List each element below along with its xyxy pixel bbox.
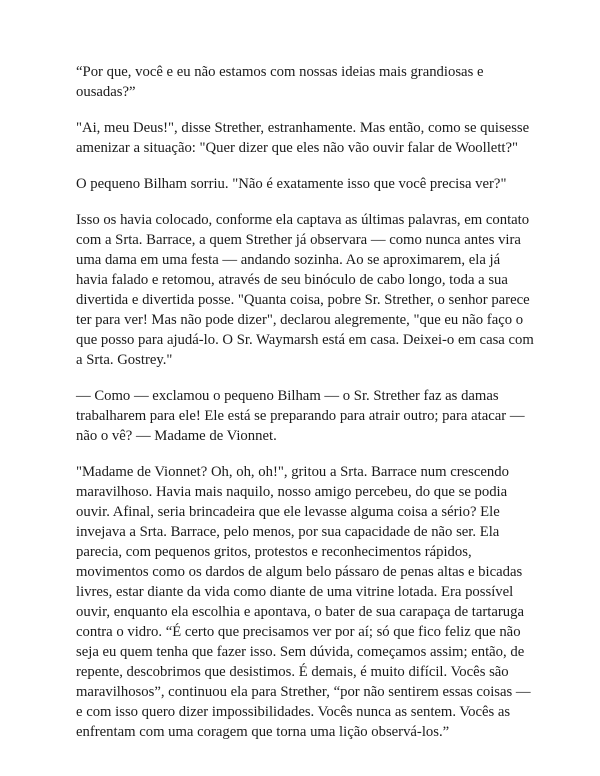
paragraph: Isso os havia colocado, conforme ela captava as últimas palavras, em contato com a Srta. Barrace, a quem Strether já observara — como nunca antes vira uma dama em uma festa — andando sozinha. Ao se aproximarem, ela já havia falado e retomou, através de seu binóculo de cabo longo, toda a sua divertida e divertida posse. "Quanta coisa, pobre Sr. Strether, o senhor parece ter para ver! Mas não pode dizer", declarou alegremente, "que eu não faço o que posso para ajudá-lo. O Sr. Waymarsh está em casa. Deixei-o em casa com a Srta. Gostrey.": [76, 212, 534, 368]
paragraph: — Como — exclamou o pequeno Bilham — o Sr. Strether faz as damas trabalharem para ele! Ele está se preparando para atrair outro; para atacar — não o vê? — Madame de Vionnet.: [76, 388, 525, 444]
paragraph: "Madame de Vionnet? Oh, oh, oh!", gritou a Srta. Barrace num crescendo maravilhoso. Havia mais naquilo, nosso amigo percebeu, do que se podia ouvir. Afinal, seria brincadeira que ele levasse alguma coisa a sério? Ele invejava a Srta. Barrace, pelo menos, por sua capacidade de não ser. Ela parecia, com pequenos gritos, protestos e reconhecimentos rápidos, movimentos como os dardos de algum belo pássaro de penas altas e bicadas livres, estar diante da vida como diante de uma vitrine lotada. Era possível ouvir, enquanto ela escolhia e apontava, o bater de sua carapaça de tartaruga contra o vidro. “É certo que precisamos ver por aí; só que fico feliz que não seja eu quem tenha que fazer isso. Sem dúvida, começamos assim; então, de repente, descobrimos que desistimos. É demais, é muito difícil. Vocês são maravilhosos”, continuou ela para Strether, “por não sentirem essas coisas — e com isso quero dizer impossibilidades. Vocês nunca as sentem. Vocês as enfrentam com uma coragem que torna uma lição observá-los.”: [76, 464, 531, 740]
paragraph: O pequeno Bilham sorriu. "Não é exatamente isso que você precisa ver?": [76, 176, 507, 192]
paragraph: "Ai, meu Deus!", disse Strether, estranhamente. Mas então, como se quisesse amenizar a situação: "Quer dizer que eles não vão ouvir falar de Woollett?": [76, 120, 530, 156]
paragraph: “Por que, você e eu não estamos com nossas ideias mais grandiosas e ousadas?”: [76, 64, 484, 100]
document-page: [76, 62, 534, 758]
